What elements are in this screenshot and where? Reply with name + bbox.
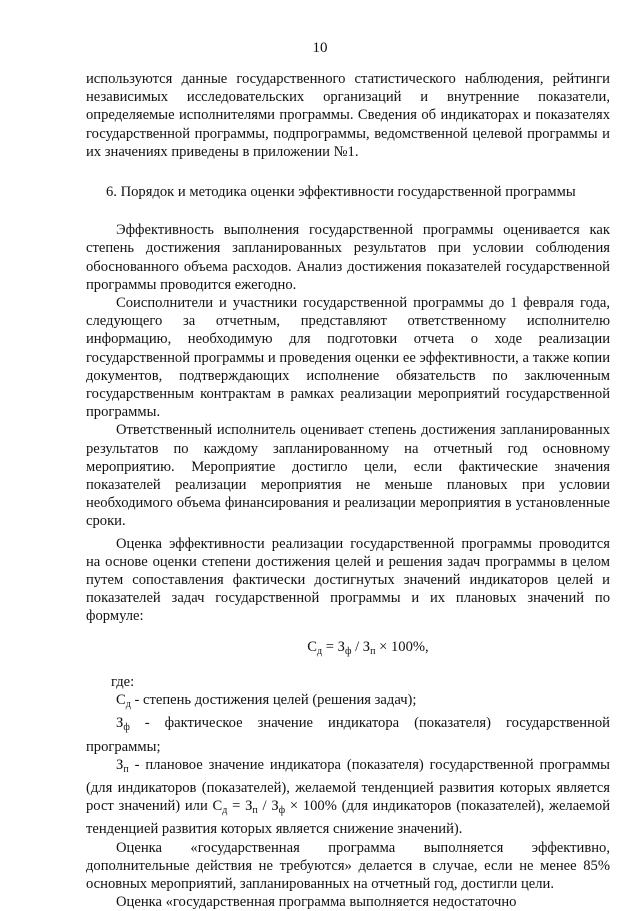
definition-planned-value: $З_п$ - плановое значение индикатора (показателя) государственной программы (для индикаторов (показателей), желаемой тенденцией развития которых является рост значений) или $С_д = З_п / З_ф \times 100\%$ (для индикаторов (показателей), желаемой тенденцией развития которых является снижение значений).: [86, 756, 610, 838]
section-heading: 6. Порядок и методика оценки эффективности государственной программы: [106, 184, 576, 201]
definition-achievement-degree: $С_д$ - степень достижения целей (решения задач);: [116, 692, 417, 711]
paragraph-evaluation: Оценка эффективности реализации государственной программы проводится на основе оценки степени достижения целей и решения задач программы в целом путем сопоставления фактически достигнутых значений индикаторов целей и показателей задач государственной программы и их плановых значений по формуле:: [86, 535, 610, 625]
paragraph-responsible-executor: Ответственный исполнитель оценивает степень достижения запланированных результатов по каждому запланированному на отчетный год основному мероприятию. Мероприятие достигло цели, если фактические значения показателей реализации мероприятия не меньше плановых при условии необходимого объема финансирования и реализации мероприятия в установленные сроки.: [86, 422, 610, 530]
definition-actual-value: $З_ф$ - фактическое значение индикатора (показателя) государственной программы;: [86, 715, 610, 755]
paragraph-insufficient-assessment: Оценка «государственная программа выполняется недостаточно: [116, 894, 517, 911]
page-number: 10: [312, 40, 328, 56]
inline-formula: $С_д = З_п / З_ф \times 100\%$: [212, 798, 337, 817]
intro-paragraph: используются данные государственного статистического наблюдения, рейтинги независимых исследовательских организаций и внутренние показатели, определяемые исполнителями программы. Сведения об индикаторах и показателях государственной программы, подпрограммы, ведомственной целевой программы и их значениях приведены в приложении №1.: [86, 71, 610, 160]
paragraph-effective-assessment: Оценка «государственная программа выполняется эффективно, дополнительные действия не требуются» делается в случае, если не менее 85% основных мероприятий, запланированных на отчетный год, достигли цели.: [86, 839, 610, 892]
paragraph-coexecutors: Соисполнители и участники государственной программы до 1 февраля года, следующего за отчетным, представляют ответственному исполнителю информацию, необходимую для подготовки отчета о ходе реализации государственной программы и проведения оценки ее эффективности, а также копии документов, подтверждающих исполнение обязательств по заключенным государственным контрактам в рамках реализации мероприятий государственной программы.: [86, 295, 610, 421]
page-content: [86, 70, 610, 911]
where-label: где:: [111, 673, 135, 690]
paragraph-efficiency: Эффективность выполнения государственной программы оценивается как степень достижения запланированных результатов при условии соблюдения обоснованного объема расходов. Анализ достижения показателей государственной программы проводится ежегодно.: [86, 222, 610, 293]
formula: $С_д = З_ф / З_п \times 100\%$,: [307, 638, 429, 657]
